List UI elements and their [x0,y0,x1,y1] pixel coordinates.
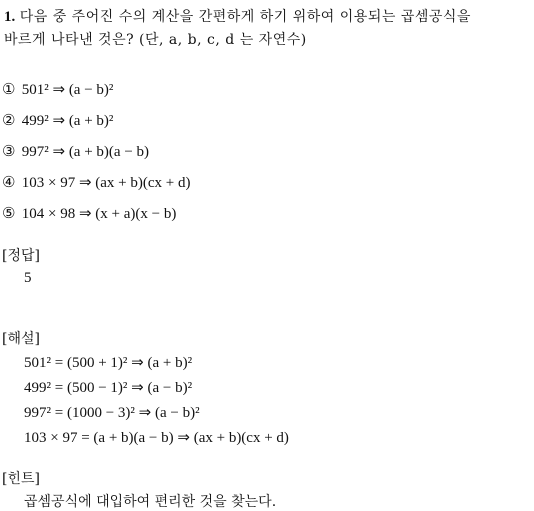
choice-expression: 103 × 97 ⇒ (ax + b)(cx + d) [21,175,191,191]
choice-marker: ② [2,113,16,129]
answer-value: 5 [24,270,32,286]
choice-marker: ⑤ [2,206,16,222]
hint-text: 곱셈공식에 대입하여 편리한 것을 찾는다. [24,494,277,510]
explanation-line-4: 103 × 97 = (a + b)(a − b) ⇒ (ax + b)(cx + d) [24,430,289,446]
question-line-2: 바르게 나타낸 것은? (단, a, b, c, d 는 자연수) [4,32,307,48]
choice-marker: ① [2,82,16,98]
question-number: 1. [4,9,16,25]
answer-label: [정답] [2,248,40,264]
choice-marker: ④ [2,175,16,191]
explanation-label: [해설] [2,331,40,347]
explanation-line-2: 499² = (500 − 1)² ⇒ (a − b)² [24,380,193,396]
choice-expression: 499² ⇒ (a + b)² [21,113,114,129]
choice-5 [2,204,176,223]
choice-4 [2,173,191,192]
choice-marker: ③ [2,144,16,160]
explanation-line-1: 501² = (500 + 1)² ⇒ (a + b)² [24,355,193,371]
choice-expression: 104 × 98 ⇒ (x + a)(x − b) [21,206,177,222]
choice-2 [2,111,113,130]
question-line-1 [4,6,471,26]
question-text-1: 다음 중 주어진 수의 계산을 간편하게 하기 위하여 이용되는 곱셈공식을 [19,9,471,25]
explanation-line-3: 997² = (1000 − 3)² ⇒ (a − b)² [24,405,200,421]
hint-label: [힌트] [2,471,40,487]
choice-3 [2,142,149,161]
choice-1 [2,80,113,99]
choice-expression: 997² ⇒ (a + b)(a − b) [21,144,150,160]
choice-expression: 501² ⇒ (a − b)² [21,82,114,98]
